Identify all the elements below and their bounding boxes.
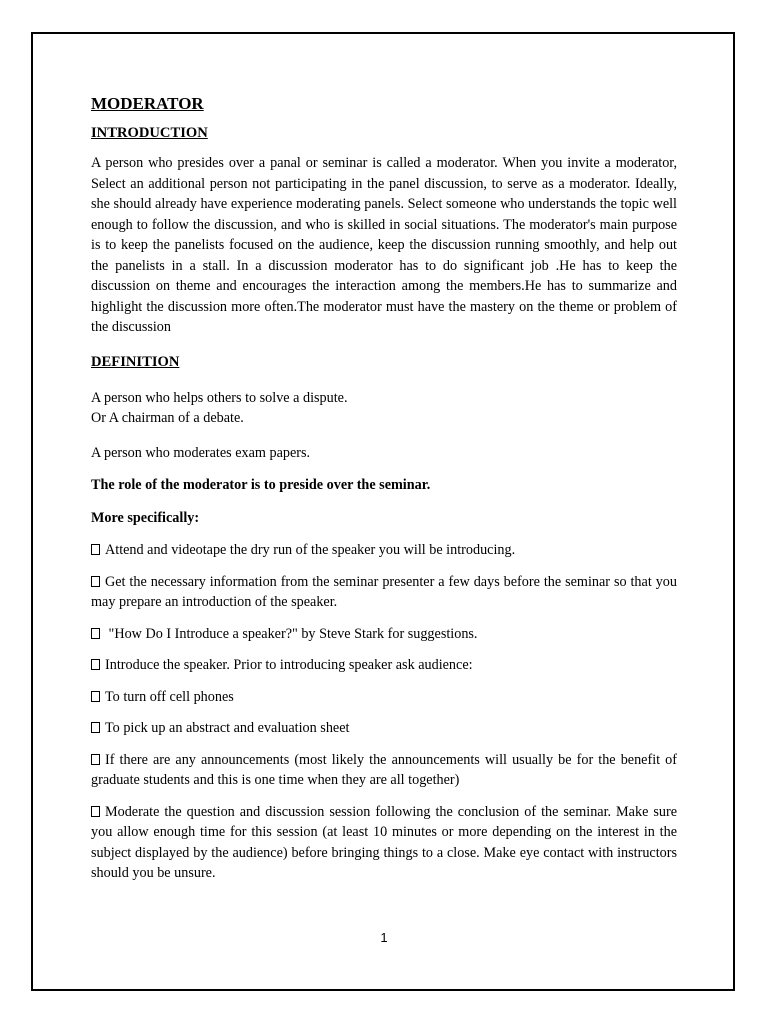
definition-line-1: A person who helps others to solve a dispute. xyxy=(91,389,348,406)
bullet-box-icon xyxy=(91,722,100,733)
bullet-item-5: To turn off cell phones xyxy=(91,687,677,708)
introduction-heading: INTRODUCTION xyxy=(91,125,208,141)
role-statement: The role of the moderator is to preside over the seminar. xyxy=(91,477,431,493)
bullet-item-8: Moderate the question and discussion session following the conclusion of the seminar. Make sure you allow enough time for this session (at least 10 minutes or more depending on the interest in the subject displayed by the audience) before bringing things to a close. Make eye contact with instructors should you be unsure. xyxy=(91,803,677,881)
definition-line-2: Or A chairman of a debate. xyxy=(91,410,244,426)
bullet-item-2: Get the necessary information from the seminar presenter a few days before the seminar so that you may prepare an introduction of the speaker. xyxy=(91,573,677,610)
document-title: MODERATOR xyxy=(91,94,204,113)
bullet-item-3: "How Do I Introduce a speaker?" by Steve Stark for suggestions. xyxy=(91,624,677,645)
bullet-item-1: Attend and videotape the dry run of the speaker you will be introducing. xyxy=(91,540,677,561)
bullet-box-icon xyxy=(91,659,100,670)
bullet-item-6: To pick up an abstract and evaluation sheet xyxy=(91,718,677,739)
definition-line-3: A person who moderates exam papers. xyxy=(91,444,311,461)
bullet-box-icon xyxy=(91,691,100,702)
bullet-box-icon xyxy=(91,628,100,639)
more-specifically-label: More specifically: xyxy=(91,509,200,526)
bullet-item-4: Introduce the speaker. Prior to introducing speaker ask audience: xyxy=(91,655,677,676)
document-body xyxy=(91,93,677,895)
bullet-item-7: If there are any announcements (most likely the announcements will usually be for the benefit of graduate students and this is one time when they are all together) xyxy=(91,751,677,788)
bullet-box-icon xyxy=(91,576,100,587)
bullet-box-icon xyxy=(91,806,100,817)
definition-heading: DEFINITION xyxy=(91,353,180,370)
page-number: 1 xyxy=(380,930,388,945)
introduction-paragraph: A person who presides over a panal or seminar is called a moderator. When you invite a moderator, Select an additional person not participating in the panel discussion, to serve as a moderator. Ideally, she should already have experience moderating panels. Select someone who understands the topic well enough to follow the discussion, and who is skilled in social situations. The moderator's main purpose is to keep the panelists focused on the audience, keep the discussion running smoothly, and help out the panelists in a stall. In a discussion moderator has to do significant job .He has to keep the discussion on theme and encourages the interaction among the members.He has to summarize and highlight the discussion more often.The moderator must have the mastery on the theme or problem of the discussion xyxy=(91,155,677,335)
definition-paragraph xyxy=(91,388,677,429)
bullet-box-icon xyxy=(91,544,100,555)
bullet-box-icon xyxy=(91,754,100,765)
